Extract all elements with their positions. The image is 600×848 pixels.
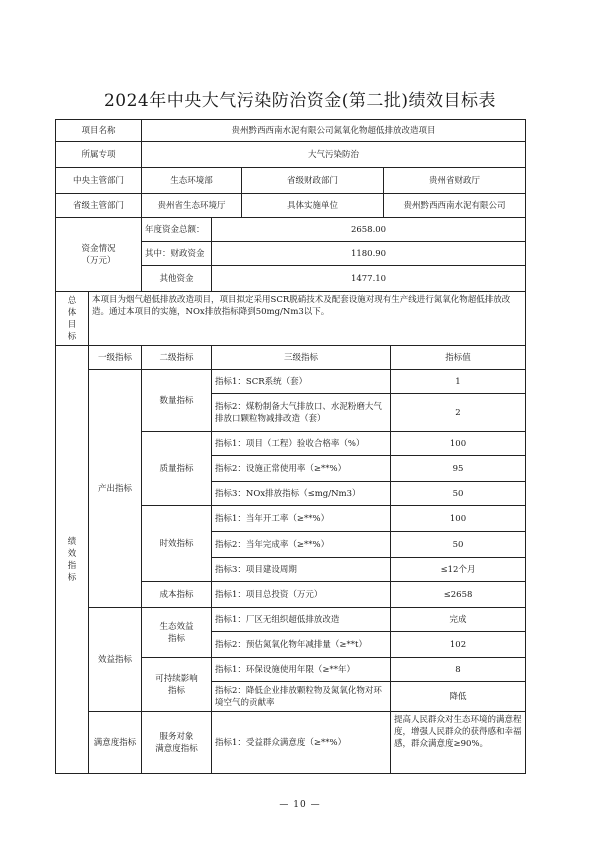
service-label <box>142 712 212 774</box>
page-title: 2024年中央大气污染防治资金(第二批)绩效目标表 <box>103 91 497 111</box>
indicator-value: 降低 <box>391 682 526 712</box>
indicator-name: 指标3：项目建设周期 <box>212 558 391 582</box>
indicator-name: 指标1：厂区无组织超低排放改造 <box>212 608 391 632</box>
header-value: 指标值 <box>391 346 526 370</box>
funds-label <box>56 218 142 292</box>
perf-label-char: 效 <box>67 548 77 559</box>
project-name-value: 贵州黔西西南水泥有限公司氮氧化物超低排放改造项目 <box>142 120 526 142</box>
header-level2: 二级指标 <box>142 346 212 370</box>
eco-label <box>142 608 212 658</box>
table-row <box>56 712 526 774</box>
funds-total-label: 年度资金总额： <box>142 218 212 242</box>
project-name-label: 项目名称 <box>56 120 142 142</box>
indicator-value: 50 <box>391 532 526 558</box>
eco-label-line1: 生态效益 <box>159 621 194 632</box>
indicator-value: 8 <box>391 658 526 682</box>
indicator-value: 完成 <box>391 608 526 632</box>
table-row <box>56 120 526 142</box>
impl-unit-value: 贵州黔西西南水泥有限公司 <box>384 194 526 218</box>
indicator-value: 102 <box>391 632 526 658</box>
perf-label-char: 标 <box>67 572 77 583</box>
output-label: 产出指标 <box>89 370 142 608</box>
funds-label-line1: 资金情况 <box>81 243 116 254</box>
funds-fiscal-value: 1180.90 <box>212 242 526 266</box>
prov-dept-label: 省级主管部门 <box>56 194 142 218</box>
impl-unit-label: 具体实施单位 <box>242 194 384 218</box>
service-label-line2: 满意度指标 <box>155 743 198 754</box>
indicator-name: 指标3：NOx排放指标（≤mg/Nm3） <box>212 482 391 506</box>
indicator-value: 提高人民群众对生态环境的满意程度，增强人民群众的获得感和幸福感，群众满意度≥90%。 <box>391 712 526 774</box>
central-dept-value: 生态环境部 <box>142 168 242 194</box>
indicator-name: 指标2：当年完成率（≥**%） <box>212 532 391 558</box>
sustain-label-line1: 可持续影响 <box>155 673 198 684</box>
table-row <box>56 168 526 194</box>
prov-dept-value: 贵州省生态环境厅 <box>142 194 242 218</box>
perf-label <box>56 346 89 774</box>
indicator-value: ≤12个月 <box>391 558 526 582</box>
prov-finance-value: 贵州省财政厅 <box>384 168 526 194</box>
page-number: — 10 — <box>279 800 321 810</box>
central-dept-label: 中央主管部门 <box>56 168 142 194</box>
sustain-label-line2: 指标 <box>168 685 186 696</box>
header-level1: 一级指标 <box>89 346 142 370</box>
table-row <box>56 142 526 168</box>
indicator-value: 2 <box>391 394 526 432</box>
satisfaction-label: 满意度指标 <box>89 712 142 774</box>
indicator-value: ≤2658 <box>391 582 526 608</box>
table-row <box>56 608 526 632</box>
goal-text: 本项目为烟气超低排放改造项目，项目拟定采用SCR脱硝技术及配套设施对现有生产线进行氮氧化物超低排放改造。通过本项目的实施，NOx排放指标降到50mg/Nm3以下。 <box>89 292 526 346</box>
goal-label-char: 总 <box>67 295 77 306</box>
category-value: 大气污染防治 <box>142 142 526 168</box>
indicator-value: 1 <box>391 370 526 394</box>
prov-finance-label: 省级财政部门 <box>242 168 384 194</box>
performance-table <box>55 119 526 774</box>
goal-label <box>56 292 89 346</box>
funds-other-label: 其他资金 <box>142 266 212 292</box>
indicator-name: 指标1：环保设施使用年限（≥**年） <box>212 658 391 682</box>
table-row <box>56 370 526 394</box>
funds-total-value: 2658.00 <box>212 218 526 242</box>
indicator-name: 指标1：当年开工率（≥**%） <box>212 506 391 532</box>
indicator-name: 指标1：项目总投资（万元） <box>212 582 391 608</box>
table-row <box>56 346 526 370</box>
service-label-line1: 服务对象 <box>159 731 194 742</box>
indicator-name: 指标2：煤粉制备大气排放口、水泥粉磨大气排放口颗粒物减排改造（套） <box>212 394 391 432</box>
eco-label-line2: 指标 <box>168 633 186 644</box>
table-row <box>56 292 526 346</box>
quality-label: 质量指标 <box>142 432 212 506</box>
indicator-value: 95 <box>391 456 526 482</box>
header-level3: 三级指标 <box>212 346 391 370</box>
table-row <box>56 194 526 218</box>
sustain-label <box>142 658 212 712</box>
indicator-name: 指标1：SCR系统（套） <box>212 370 391 394</box>
perf-label-char: 指 <box>67 560 77 571</box>
quantity-label: 数量指标 <box>142 370 212 432</box>
funds-fiscal-label: 其中：财政资金 <box>142 242 212 266</box>
perf-label-char: 绩 <box>67 536 77 547</box>
indicator-name: 指标2：降低企业排放颗粒物及氮氧化物对环境空气的贡献率 <box>212 682 391 712</box>
goal-label-char: 标 <box>67 331 77 342</box>
goal-label-char: 目 <box>67 319 77 330</box>
goal-label-char: 体 <box>67 307 77 318</box>
benefit-label: 效益指标 <box>89 608 142 712</box>
category-label: 所属专项 <box>56 142 142 168</box>
indicator-name: 指标1：受益群众满意度（≥**%） <box>212 712 391 774</box>
indicator-name: 指标1：项目（工程）验收合格率（%） <box>212 432 391 456</box>
funds-other-value: 1477.10 <box>212 266 526 292</box>
funds-label-line2: （万元） <box>81 255 116 266</box>
cost-label: 成本指标 <box>142 582 212 608</box>
indicator-name: 指标2：预估氮氧化物年减排量（≥**t） <box>212 632 391 658</box>
indicator-value: 100 <box>391 506 526 532</box>
indicator-value: 50 <box>391 482 526 506</box>
indicator-name: 指标2：设施正常使用率（≥**%） <box>212 456 391 482</box>
indicator-value: 100 <box>391 432 526 456</box>
table-row <box>56 218 526 242</box>
time-label: 时效指标 <box>142 506 212 582</box>
